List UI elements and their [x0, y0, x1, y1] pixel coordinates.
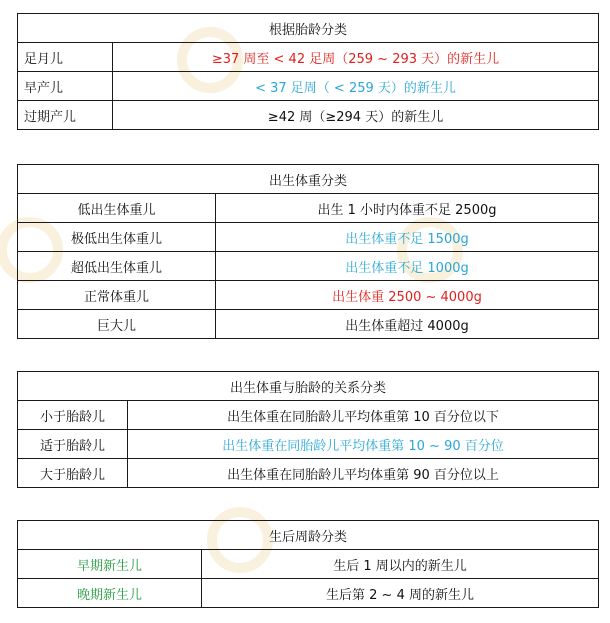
table-row — [18, 310, 599, 339]
table-row — [18, 43, 599, 72]
table-row — [18, 101, 599, 130]
gestational-age-table — [17, 13, 599, 130]
category-description: < 37 足周（ < 259 天）的新生儿 — [113, 72, 599, 101]
category-description: 出生体重不足 1000g — [216, 252, 599, 281]
category-label: 正常体重儿 — [18, 281, 216, 310]
category-label: 早产儿 — [18, 72, 113, 101]
table-row — [18, 281, 599, 310]
category-description: 出生 1 小时内体重不足 2500g — [216, 194, 599, 223]
table-row — [18, 459, 599, 488]
category-label: 大于胎龄儿 — [18, 459, 128, 488]
table-title: 出生体重与胎龄的关系分类 — [18, 372, 599, 401]
category-description: 出生体重在同胎龄儿平均体重第 10 百分位以下 — [128, 401, 599, 430]
category-label: 低出生体重儿 — [18, 194, 216, 223]
table-title: 生后周龄分类 — [18, 521, 599, 550]
category-label: 巨大儿 — [18, 310, 216, 339]
category-label: 过期产儿 — [18, 101, 113, 130]
category-label: 极低出生体重儿 — [18, 223, 216, 252]
category-description: 生后第 2 ~ 4 周的新生儿 — [202, 579, 599, 608]
category-description: 出生体重在同胎龄儿平均体重第 10 ~ 90 百分位 — [128, 430, 599, 459]
birth-weight-table — [17, 164, 599, 339]
table-row — [18, 252, 599, 281]
table-title: 出生体重分类 — [18, 165, 599, 194]
category-description: ≥42 周（≥294 天）的新生儿 — [113, 101, 599, 130]
table-row — [18, 579, 599, 608]
table-row — [18, 72, 599, 101]
weight-vs-age-table — [17, 371, 599, 488]
table-row — [18, 430, 599, 459]
category-label: 早期新生儿 — [18, 550, 202, 579]
category-description: 出生体重 2500 ~ 4000g — [216, 281, 599, 310]
category-label: 小于胎龄儿 — [18, 401, 128, 430]
table-title: 根据胎龄分类 — [18, 14, 599, 43]
category-description: 出生体重不足 1500g — [216, 223, 599, 252]
category-label: 适于胎龄儿 — [18, 430, 128, 459]
category-label: 足月儿 — [18, 43, 113, 72]
category-description: 出生体重超过 4000g — [216, 310, 599, 339]
table-row — [18, 401, 599, 430]
table-row — [18, 223, 599, 252]
postnatal-age-table — [17, 520, 599, 608]
table-row — [18, 550, 599, 579]
category-label: 晚期新生儿 — [18, 579, 202, 608]
category-description: 生后 1 周以内的新生儿 — [202, 550, 599, 579]
category-description: 出生体重在同胎龄儿平均体重第 90 百分位以上 — [128, 459, 599, 488]
category-label: 超低出生体重儿 — [18, 252, 216, 281]
category-description: ≥37 周至 < 42 足周（259 ~ 293 天）的新生儿 — [113, 43, 599, 72]
table-row — [18, 194, 599, 223]
